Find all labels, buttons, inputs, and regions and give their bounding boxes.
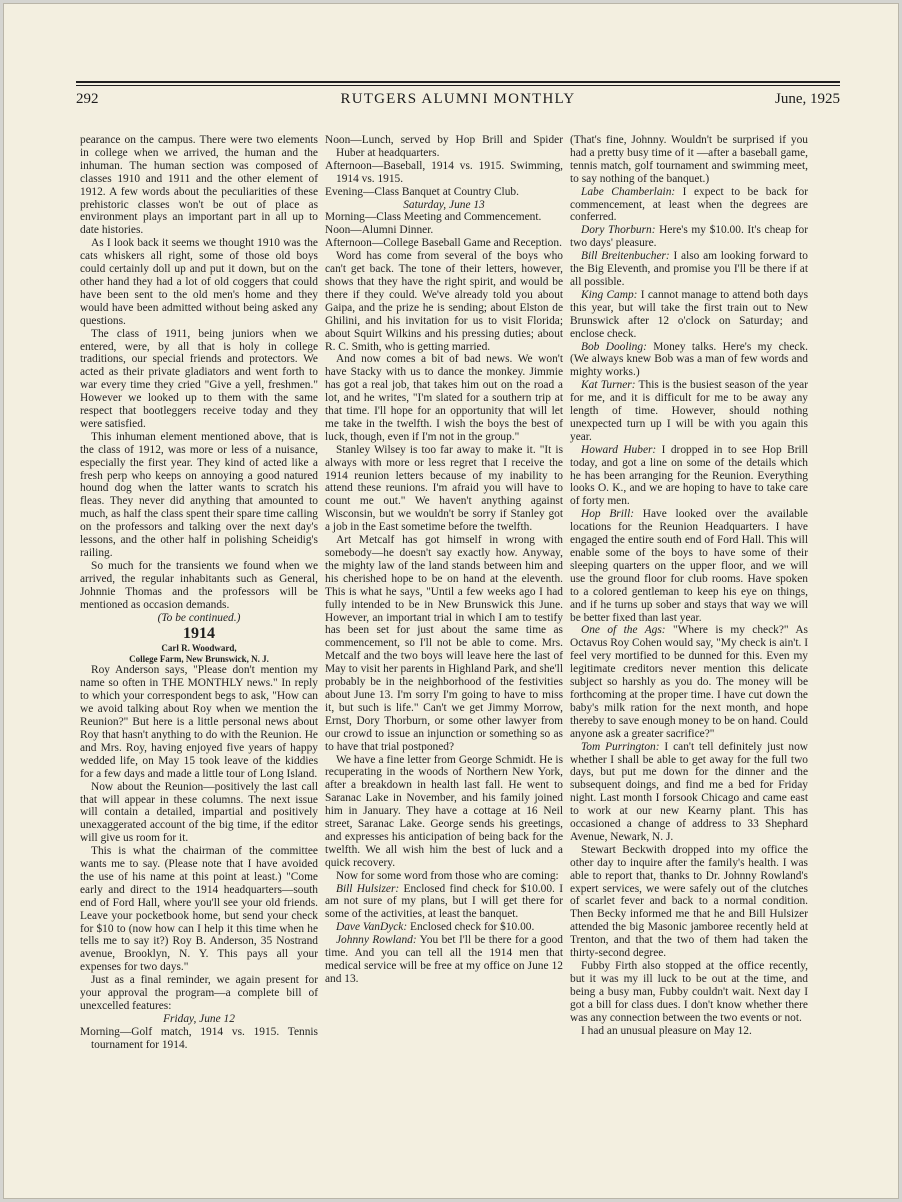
speaker-name: Bill Breitenbucher: [581,250,670,263]
paragraph: College Farm, New Brunswick, N. J. [129,653,269,664]
paragraph: This inhuman element mentioned above, that is the class of 1912, was more or less of a nuisance, especially the first year. They kind of acted like a fresh perp who keeps on annoying a good natured hound dog when the latter wants to scratch his fleas. They never did anything that amounted to much, as half the class spent their spare time calling on the professors and talking over the next day's lessons, and the other half in polishing Scheidig's railing. [80,430,318,559]
paragraph: pearance on the campus. There were two elements in college when we arrived, the human and the inhuman. The human section was composed of classes 1910 and 1911 and the other element of 1912. A few words about the peculiarities of these prehistoric classes won't be out of place as environment plays an important part in all up to date histories. [80,134,318,237]
paragraph: Afternoon—Baseball, 1914 vs. 1915. Swimming, 1914 vs. 1915. [325,159,563,185]
paragraph: Afternoon—College Baseball Game and Reception. [325,237,562,250]
speaker-name: One of the Ags: [581,624,666,637]
speaker-name: Kat Turner: [581,379,636,392]
paragraph: Just as a final reminder, we again present for your approval the program—a complete bill of unexcelled features: [80,974,318,1012]
paragraph: The class of 1911, being juniors when we entered, were, by all that is holy in college traditions, our special friends and protectors. We acted as their private gladiators and went forth to war every time they cried "Give a yell, freshmen." However we looked up to them with the same respect that bootleggers receive today and they were satisfied. [80,327,318,430]
paragraph: Evening—Class Banquet at Country Club. [325,185,519,198]
paragraph: Howard Huber: I dropped in to see Hop Brill today, and got a line on some of the details which he has been arranging for the Reunion. Everything looks O. K., and we are hoping to have to take care of forty men. [570,443,808,508]
paragraph: Morning—Class Meeting and Commencement. [325,211,542,224]
paragraph: And now comes a bit of bad news. We won't have Stacky with us to dance the monkey. Jimmie has got a real job, that takes him out on the road a lot, and he writes, "I'm slated for a southern trip at that time. I'll hope for an opportunity that will let me take in the twelfth. I wish the boys the best of luck, though, even if I'm not in the group." [325,353,563,443]
paragraph: 1914 [183,625,215,643]
paragraph: Bill Hulsizer: Enclosed find check for $10.00. I am not sure of my plans, but I will get there for some of the activities, at least the banquet. [325,882,563,921]
paragraph: Kat Turner: This is the busiest season of the year for me, and it is difficult for me to be away any length of time. However, should nothing unexpected turn up I will be with you again this year. [570,379,808,443]
speaker-name: Dory Thorburn: [581,224,656,237]
paragraph: Roy Anderson says, "Please don't mention my name so often in THE MONTHLY news." In reply to which your correspondent begs to ask, "How can we avoid talking about Roy when we mention the Reunion?" But here is a little personal news about Roy that hasn't anything to do with the Reunion. He and Mrs. Roy, having enjoyed five years of happy wedded life, on May 15 took leave of the kiddies for a few days and made a little tour of Long Island. [80,664,318,780]
speaker-name: Hop Brill: [581,508,635,521]
paragraph: Dory Thorburn: Here's my $10.00. It's cheap for two days' pleasure. [570,224,808,250]
paragraph: Art Metcalf has got himself in wrong with somebody—he doesn't say exactly how. Anyway, the mighty law of the land stands between him and his cherished hope to be on hand at the eleventh. This is what he says, "Until a few weeks ago I had fully intended to be in New Brunswick this June. However, an important trial in which I am to testify has been set for just about the same time as commencement, so I'll not be able to come. Mrs. Metcalf and the two boys will leave here the last of May to visit her parents in Highland Park, and she'll probably be in the neighborhood of the festivities about June 13. I'm sorry I'm going to have to miss it, but such is life." Can't we get Jimmy Morrow, Ernst, Dory Thorburn, or some other lawyer from our crowd to issue an injunction or something so as to have that trial postponed? [325,534,563,753]
column-3 [570,134,808,1037]
issue-date: June, 1925 [775,91,840,107]
journal-title: RUTGERS ALUMNI MONTHLY [340,91,576,107]
paragraph: Bob Dooling: Money talks. Here's my check. (We always knew Bob was a man of few words and mighty works.) [570,340,809,379]
paragraph: Bill Breitenbucher: I also am looking forward to the Big Eleventh, and promise you I'll be there if at all possible. [570,250,808,288]
paragraph: (That's fine, Johnny. Wouldn't be surprised if you had a pretty busy time of it —after a baseball game, tennis match, golf tournament and swimming meet, to say nothing of the banquet.) [570,134,808,185]
paragraph: So much for the transients we found when we arrived, the regular inhabitants such as General, Johnnie Thomas and the professors will be mentioned as occasion demands. [80,559,318,611]
paragraph: (To be continued.) [157,611,241,624]
column-1 [80,134,318,1052]
paragraph: Saturday, June 13 [403,198,485,211]
speaker-name: Bob Dooling: [581,340,647,353]
paragraph: Dave VanDyck: Enclosed check for $10.00. [336,921,535,934]
running-header [76,91,840,115]
page-number: 292 [76,91,99,107]
paragraph: Noon—Lunch, served by Hop Brill and Spider Huber at headquarters. [325,134,563,159]
paragraph: Noon—Alumni Dinner. [325,224,434,237]
paragraph: Friday, June 12 [163,1012,235,1025]
speaker-name: Labe Chamberlain: [581,185,676,198]
header-rule [76,81,840,83]
speaker-name: Johnny Rowland: [336,934,417,947]
paragraph: Morning—Golf match, 1914 vs. 1915. Tennis tournament for 1914. [80,1025,318,1051]
paragraph: Now for some word from those who are coming: [336,869,559,882]
speaker-name: Howard Huber: [581,443,657,456]
paragraph: King Camp: I cannot manage to attend both days this year, but will take the first train out to New Brunswick after 12 o'clock on Saturday; and enclose check. [570,288,808,340]
paragraph: Johnny Rowland: You bet I'll be there for a good time. And you can tell all the 1914 men that medical service will be free at my office on June 12 and 13. [325,934,563,985]
paragraph: Hop Brill: Have looked over the available locations for the Reunion Headquarters. I have engaged the entire south end of Ford Hall. This will enable some of the boys to have some of their sleeping quarters on the upper floor, and we will use the ground floor for club rooms. Have spoken to a colored gentleman to keep his eye on things, and if he turns up sober and stays that way we will be better fixed than last year. [570,508,808,624]
scanned-page [3,3,899,1199]
paragraph: Now about the Reunion—positively the last call that will appear in these columns. The next issue will contain a detailed, impartial and positively unexaggerated account of the big time, if the editor will give us room for it. [80,780,318,845]
paragraph: Carl R. Woodward, [161,643,237,654]
paragraph: One of the Ags: "Where is my check?" As Octavus Roy Cohen would say, "My check is ain't. I feel very mortified to be dunned for this. Even my legitimate creditors never mention this delicate subject so harshly as you do. The money will be forthcoming at the proper time. I have cut down the baby's milk ration for the next month, and hope thereby to save enough money to be on hand. Could anyone ask a greater sacrifice?" [570,624,808,740]
paragraph: As I look back it seems we thought 1910 was the cats whiskers all right, some of those old boys could certainly doll up and put it down, but on the other hand they had a lot of old coggers that could have been sent to the old men's home and they would have been admitted without being asked any questions. [80,237,318,327]
header-rule-thin [76,85,840,86]
paragraph: Fubby Firth also stopped at the office recently, but it was my ill luck to be out at the time, and being a busy man, Fubby couldn't wait. Next day I got a bill for class dues. I don't know whether there was any connection between the two events or not. [570,960,808,1024]
paragraph: I had an unusual pleasure on May 12. [581,1024,752,1037]
paragraph: We have a fine letter from George Schmidt. He is recuperating in the woods of Northern New York, after a breakdown in health last fall. He went to Saranac Lake in November, and his family joined him in January. They have a cottage at 16 Neil street, Saranac Lake. George sends his greetings, and expresses his anticipation of being back for the twelfth. We all wish him the best of luck and a quick recovery. [325,753,563,869]
paragraph: Word has come from several of the boys who can't get back. The tone of their letters, however, shows that they have the right spirit, and would be there if they could. We've already told you about Gaipa, and the prize he is sending; about Elston de Ghilini, and his invitation for us to visit Florida; about Squirt Wilkins and his pressing duties; about R. C. Smith, who is getting married. [325,250,563,353]
column-2 [325,134,563,986]
speaker-name: Dave VanDyck: [336,921,408,934]
paragraph: Tom Purrington: I can't tell definitely just now whether I shall be able to get away for the full two days, but put me down for the dinner and the subsequent doings, and find me a bed for Friday night. Last month I forsook Chicago and came east to work at our new Kearny plant. This has occasioned a change of address to 33 Shephard Avenue, Newark, N. J. [570,740,808,843]
paragraph: This is what the chairman of the committee wants me to say. (Please note that I have avoided the use of his name at this point at least.) "Come early and direct to the 1914 headquarters—south end of Ford Hall, where you'll see your old friends. Leave your pocketbook home, but send your check for $10 to (now how can I help it this time when he tells me to say it?) Roy B. Anderson, 35 Nostrand avenue, Brooklyn, N. Y. This pays all your expenses for two days." [80,845,318,974]
paragraph: Stewart Beckwith dropped into my office the other day to inquire after the family's health. I was able to report that, thanks to Dr. Johnny Rowland's expert services, we were safely out of the clutches of scarlet fever and back to a normal condition. Then Becky informed me that he and Bill Hulsizer attended the big Masonic jamboree recently held at Trenton, and that the two of them had taken the thirty-second degree. [570,843,808,960]
speaker-name: Bill Hulsizer: [336,882,400,895]
paragraph: Stanley Wilsey is too far away to make it. "It is always with more or less regret that I receive the 1914 reunion letters because of my inability to attend these reunions. I'm afraid you will have to count me out." We haven't anything against Wisconsin, but we wouldn't be sorry if Stanley got a job in the East sometime before the twelfth. [325,443,563,534]
speaker-name: King Camp: [581,288,638,301]
paragraph: Labe Chamberlain: I expect to be back for commencement, at least when the degrees are conferred. [570,185,809,224]
speaker-name: Tom Purrington: [581,740,660,753]
